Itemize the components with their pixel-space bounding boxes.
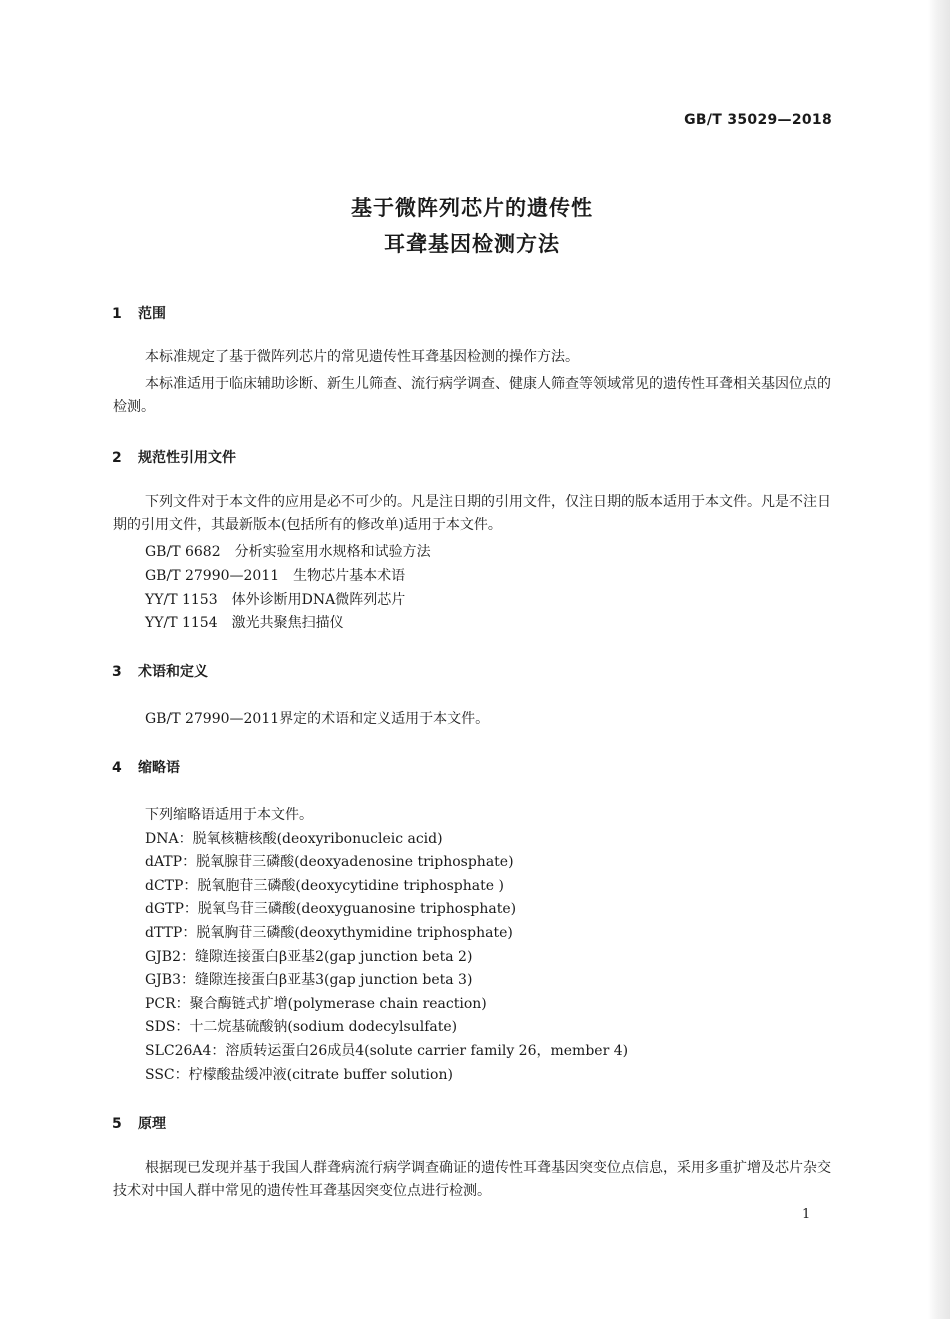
scope-paragraph-2: 本标准适用于临床辅助诊断、新生儿筛查、流行病学调查、健康人筛查等领域常见的遗传性耳聋相关基因位点的检测。	[113, 376, 831, 415]
reference-title: 激光共聚焦扫描仪	[231, 615, 344, 631]
abbreviation-item: SSC：柠檬酸盐缓冲液(citrate buffer solution)	[145, 1067, 453, 1083]
reference-code: YY/T 1154	[145, 615, 218, 631]
document-title-line-2: 耳聋基因检测方法	[384, 232, 560, 256]
principle-paragraph: 根据现已发现并基于我国人群聋病流行病学调查确证的遗传性耳聋基因突变位点信息，采用多重扩增及芯片杂交技术对中国人群中常见的遗传性耳聋基因突变位点进行检测。	[113, 1160, 831, 1199]
abbreviation-item: GJB2：缝隙连接蛋白β亚基2(gap junction beta 2)	[145, 949, 473, 965]
section-title: 术语和定义	[138, 664, 208, 680]
section-number: 1	[112, 306, 122, 322]
reference-title: 体外诊断用DNA微阵列芯片	[231, 592, 406, 608]
reference-item	[145, 612, 344, 632]
abbreviations-intro: 下列缩略语适用于本文件。	[145, 807, 313, 823]
section-heading-abbreviations	[112, 757, 180, 777]
section-title: 原理	[138, 1116, 166, 1132]
abbreviation-item: PCR：聚合酶链式扩增(polymerase chain reaction)	[145, 996, 487, 1012]
reference-item	[145, 565, 405, 585]
section-number: 3	[112, 664, 122, 680]
document-title-line-1: 基于微阵列芯片的遗传性	[351, 196, 593, 220]
terms-paragraph: GB/T 27990—2011界定的术语和定义适用于本文件。	[145, 711, 490, 727]
section-heading-terms-definitions	[112, 661, 208, 681]
reference-title: 生物芯片基本术语	[293, 568, 406, 584]
abbreviation-item: GJB3：缝隙连接蛋白β亚基3(gap junction beta 3)	[145, 972, 473, 988]
section-title: 缩略语	[138, 760, 180, 776]
references-intro: 下列文件对于本文件的应用是必不可少的。凡是注日期的引用文件，仅注日期的版本适用于本文件。凡是不注日期的引用文件，其最新版本(包括所有的修改单)适用于本文件。	[113, 494, 831, 533]
abbreviation-item: SDS：十二烷基硫酸钠(sodium dodecylsulfate)	[145, 1019, 458, 1035]
section-title: 规范性引用文件	[138, 450, 236, 466]
abbreviation-item: dATP：脱氧腺苷三磷酸(deoxyadenosine triphosphate)	[145, 854, 514, 870]
abbreviation-item: dTTP：脱氧胸苷三磷酸(deoxythymidine triphosphate)	[145, 925, 513, 941]
reference-item	[145, 541, 431, 561]
section-heading-scope	[112, 303, 166, 323]
section-heading-normative-references	[112, 447, 236, 467]
section-title: 范围	[138, 306, 166, 322]
section-number: 2	[112, 450, 122, 466]
section-heading-principle	[112, 1113, 166, 1133]
abbreviation-item: dGTP：脱氧鸟苷三磷酸(deoxyguanosine triphosphate)	[145, 901, 517, 917]
abbreviation-item: dCTP：脱氧胞苷三磷酸(deoxycytidine triphosphate )	[145, 878, 504, 894]
reference-item	[145, 589, 405, 609]
reference-title: 分析实验室用水规格和试验方法	[234, 544, 431, 560]
abbreviation-item: SLC26A4：溶质转运蛋白26成员4(solute carrier family 26，member 4)	[145, 1043, 629, 1059]
reference-code: GB/T 27990—2011	[145, 568, 280, 584]
reference-code: GB/T 6682	[145, 544, 221, 560]
section-number: 5	[112, 1116, 122, 1132]
scope-paragraph-1: 本标准规定了基于微阵列芯片的常见遗传性耳聋基因检测的操作方法。	[145, 349, 579, 365]
reference-code: YY/T 1153	[145, 592, 218, 608]
section-number: 4	[112, 760, 122, 776]
standard-number: GB/T 35029—2018	[684, 112, 832, 128]
page-number: 1	[802, 1207, 811, 1222]
abbreviation-item: DNA：脱氧核糖核酸(deoxyribonucleic acid)	[145, 831, 443, 847]
